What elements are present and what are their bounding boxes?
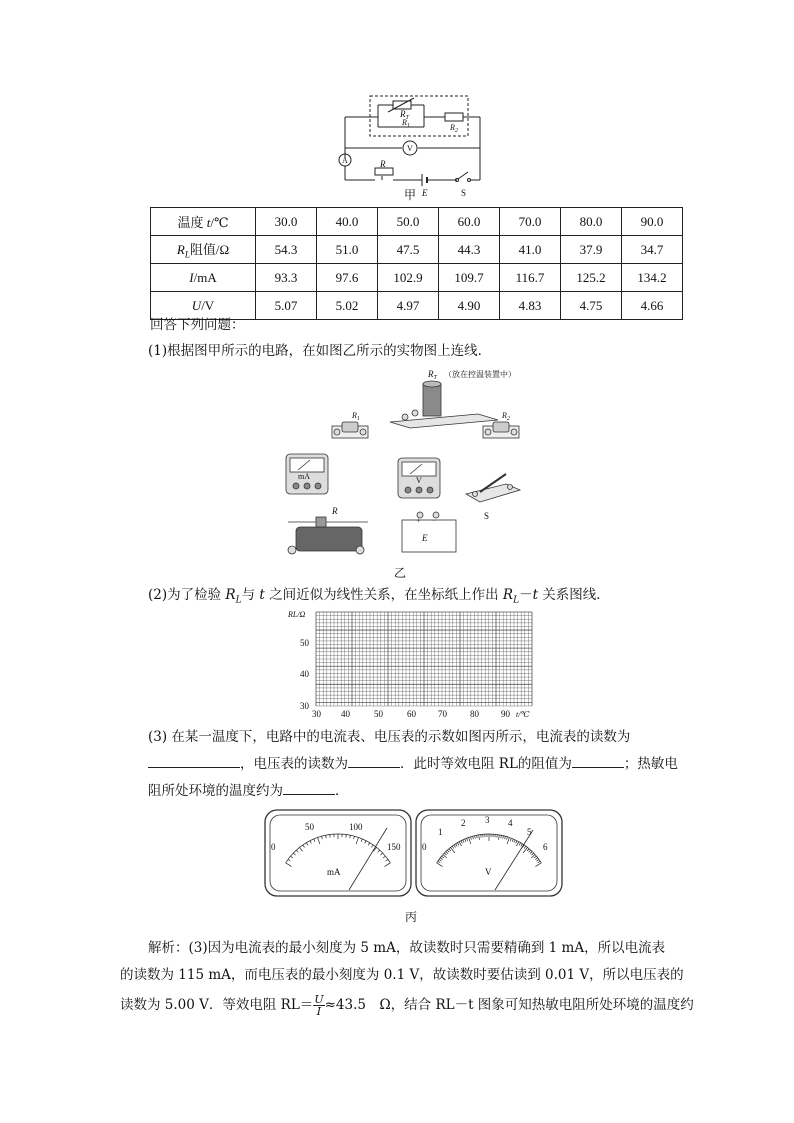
ma-tick: 100	[349, 822, 363, 832]
v-label: V	[416, 476, 422, 485]
v-tick: 4	[508, 818, 513, 828]
graph-ylabel: RL/Ω	[288, 610, 306, 619]
table-cell: 134.2	[622, 264, 683, 292]
switch	[466, 474, 520, 502]
v-tick: 0	[422, 842, 427, 852]
v-unit: V	[485, 867, 492, 877]
table-cell: 80.0	[561, 208, 622, 236]
svg-text:S: S	[461, 188, 467, 198]
table-cell: 47.5	[378, 236, 439, 264]
svg-text:RT: $R_T$	[400, 109, 409, 121]
table-cell: 51.0	[317, 236, 378, 264]
table-cell: 97.6	[317, 264, 378, 292]
v-tick: 1	[438, 827, 443, 837]
table-row	[151, 208, 683, 236]
svg-text:E: E	[422, 188, 428, 198]
intro-text: 回答下列问题：	[150, 317, 245, 333]
table-cell: 4.83	[500, 292, 561, 320]
analysis-line2: 的读数为 115 mA，而电压表的最小刻度为 0.1 V，故读数时要估读到 0.01 V，所以电压表的	[120, 967, 684, 983]
table-cell: 37.9	[561, 236, 622, 264]
graph-xlabel: t/℃	[516, 710, 530, 719]
battery-plus: +	[416, 516, 421, 525]
rheostat-label: R	[332, 506, 338, 516]
ma-unit: mA	[327, 867, 341, 877]
rheostat	[288, 517, 368, 554]
table-cell: 40.0	[317, 208, 378, 236]
table-cell: 4.97	[378, 292, 439, 320]
analysis-line1: 解析：(3)因为电流表的最小刻度为 5 mA，故读数时只需要精确到 1 mA，所以电流表	[148, 940, 666, 956]
x-tick: 90	[501, 709, 510, 719]
v-tick: 5	[527, 827, 532, 837]
v-tick: 3	[485, 815, 490, 825]
resistor-r1	[332, 422, 368, 438]
r1-label: $R_1$	[352, 411, 360, 422]
fraction-u-over-i: $\frac{U}{I}$	[314, 993, 324, 1018]
ma-tick: 50	[305, 822, 314, 832]
battery-minus: −	[432, 516, 437, 525]
svg-text:R: R	[380, 159, 386, 169]
svg-text:R1: $R_1$	[402, 118, 410, 129]
row-header-resistance: $R_L$阻值/Ω	[151, 236, 256, 264]
x-tick: 80	[470, 709, 479, 719]
table-row	[151, 264, 683, 292]
row-header-current: I/mA	[151, 264, 256, 292]
answer-blank-temperature[interactable]	[283, 779, 335, 795]
question-3-line3: 阻所处环境的温度约为 ．	[148, 778, 349, 804]
table-row	[151, 236, 683, 264]
question-3-line2: ，电压表的读数为 ．此时等效电阻 RL的阻值为 ；热敏电	[148, 751, 678, 777]
battery	[402, 512, 456, 552]
ma-tick: 0	[271, 842, 276, 852]
x-tick: 70	[438, 709, 447, 719]
table-cell: 50.0	[378, 208, 439, 236]
svg-text:A: A	[342, 156, 348, 165]
answer-blank-current[interactable]	[148, 752, 240, 768]
figure-caption-bing: 丙	[405, 910, 418, 924]
table-cell: 54.3	[256, 236, 317, 264]
table-cell: 30.0	[256, 208, 317, 236]
figure-caption-yi: 乙	[394, 566, 407, 580]
answer-blank-resistance[interactable]	[572, 752, 624, 768]
y-tick: 30	[300, 701, 309, 711]
table-cell: 4.75	[561, 292, 622, 320]
ma-tick: 150	[387, 842, 401, 852]
table-cell: 93.3	[256, 264, 317, 292]
x-tick: 30	[312, 709, 321, 719]
rt-note: （放在控温装置中）	[444, 370, 516, 379]
y-tick: 50	[300, 638, 309, 648]
v-tick: 6	[543, 842, 548, 852]
x-tick: 40	[341, 709, 350, 719]
question-3-line1: (3) 在某一温度下，电路中的电流表、电压表的示数如图丙所示，电流表的读数为	[148, 729, 631, 745]
data-table	[150, 207, 683, 320]
meters-figure-bing	[263, 808, 563, 898]
row-header-voltage: U/V	[151, 292, 256, 320]
answer-blank-voltage[interactable]	[348, 752, 400, 768]
question-2: (2)为了检验 $R_L$与 t 之间近似为线性关系，在坐标纸上作出 $R_L-t$ 关系图线．	[148, 587, 610, 606]
apparatus-figure-yi	[270, 362, 550, 577]
r2-label: $R_2$	[502, 411, 510, 422]
table-cell: 44.3	[439, 236, 500, 264]
v-tick: 2	[461, 818, 466, 828]
switch-label: S	[484, 511, 490, 521]
milliammeter-face	[265, 810, 411, 896]
table-cell: 34.7	[622, 236, 683, 264]
graph-paper	[286, 606, 540, 722]
table-cell: 5.07	[256, 292, 317, 320]
thermistor-apparatus	[390, 381, 498, 428]
ma-label: mA	[298, 472, 310, 481]
table-cell: 109.7	[439, 264, 500, 292]
table-cell: 70.0	[500, 208, 561, 236]
svg-text:R2: $R_2$	[450, 123, 458, 134]
table-cell: 116.7	[500, 264, 561, 292]
table-cell: 41.0	[500, 236, 561, 264]
figure-caption-jia: 甲	[404, 188, 417, 202]
table-cell: 102.9	[378, 264, 439, 292]
rt-label: $R_T$	[428, 369, 437, 381]
table-cell: 60.0	[439, 208, 500, 236]
battery-label: E	[422, 533, 428, 543]
question-1: (1)根据图甲所示的电路，在如图乙所示的实物图上连线．	[148, 343, 492, 359]
x-tick: 60	[407, 709, 416, 719]
svg-text:V: V	[407, 144, 413, 153]
table-cell: 125.2	[561, 264, 622, 292]
table-cell: 4.66	[622, 292, 683, 320]
y-tick: 40	[300, 669, 309, 679]
table-cell: 90.0	[622, 208, 683, 236]
resistor-r2	[483, 422, 519, 438]
table-cell: 5.02	[317, 292, 378, 320]
analysis-line3: 读数为 5.00 V．等效电阻 RL＝ $\frac{U}{I}$ ≈43.5 Ω，结合 RL－t 图象可知热敏电阻所处环境的温度约	[120, 993, 694, 1018]
x-tick: 50	[374, 709, 383, 719]
table-cell: 4.90	[439, 292, 500, 320]
row-header-temp: 温度 t/℃	[151, 208, 256, 236]
